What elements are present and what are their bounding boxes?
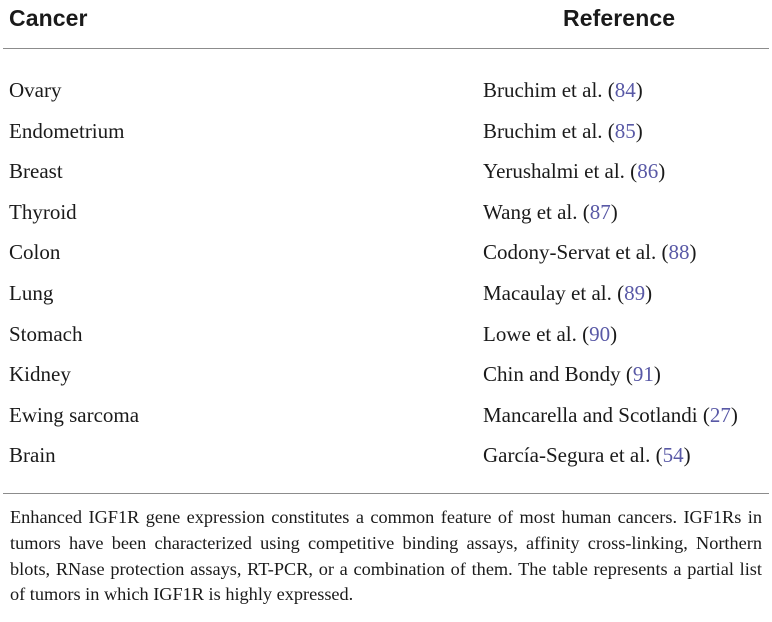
- reference-text: García-Segura et al. (: [483, 443, 663, 468]
- reference-text: Bruchim et al. (: [483, 78, 615, 102]
- reference-close: ): [683, 443, 691, 468]
- cancer-cell: Thyroid: [9, 199, 77, 224]
- column-header-cancer: Cancer: [9, 5, 88, 31]
- reference-cell: [483, 200, 618, 225]
- reference-cell: [483, 443, 691, 468]
- reference-text: Wang et al. (: [483, 199, 590, 224]
- cancer-cell: Lung: [9, 280, 54, 305]
- reference-text: Codony-Servat et al. (: [483, 240, 669, 265]
- reference-cell: [483, 78, 643, 103]
- reference-link[interactable]: 89: [624, 280, 646, 305]
- reference-cell: [483, 322, 617, 347]
- reference-link[interactable]: 88: [668, 240, 690, 265]
- table-row: [0, 119, 772, 160]
- cancer-cell: Breast: [9, 159, 63, 184]
- reference-text: Lowe et al. (: [483, 321, 590, 346]
- cancer-cell: Ewing sarcoma: [9, 402, 140, 427]
- reference-link[interactable]: 90: [589, 321, 611, 346]
- table-row: [0, 240, 772, 281]
- table-row: [0, 78, 772, 119]
- reference-text: Mancarella and Scotlandi (: [483, 402, 710, 427]
- cancer-cell: Ovary: [9, 78, 62, 102]
- table-row: [0, 281, 772, 322]
- reference-link[interactable]: 91: [632, 362, 654, 387]
- footnote-divider: [3, 493, 769, 494]
- cancer-cell: Kidney: [9, 362, 71, 387]
- reference-close: ): [645, 280, 653, 305]
- reference-link[interactable]: 54: [662, 443, 684, 468]
- reference-cell: [483, 159, 665, 184]
- reference-cell: [483, 240, 696, 265]
- reference-close: ): [635, 78, 643, 102]
- reference-close: ): [730, 402, 738, 427]
- reference-link[interactable]: 85: [614, 118, 636, 143]
- cancer-cell: Endometrium: [9, 118, 125, 143]
- reference-close: ): [653, 362, 661, 387]
- reference-close: ): [658, 159, 666, 184]
- table-footnote: Enhanced IGF1R gene expression constitutes a common feature of most human cancers. IGF1Rs in tumors have been characterized using competitive binding assays, affinity cross-linking, Northern blots, RNase protection assays, RT-PCR, or a combination of them. The table represents a partial list of tumors in which IGF1R is highly expressed.: [10, 507, 762, 605]
- reference-link[interactable]: 27: [709, 402, 731, 427]
- column-header-reference: Reference: [563, 5, 676, 31]
- reference-cell: [483, 403, 738, 428]
- cancer-cell: Stomach: [9, 321, 83, 346]
- reference-link[interactable]: 84: [614, 78, 636, 102]
- reference-text: Yerushalmi et al. (: [483, 159, 638, 184]
- table-body: [0, 78, 772, 484]
- table-row: [0, 403, 772, 444]
- reference-close: ): [689, 240, 697, 265]
- reference-link[interactable]: 86: [637, 159, 659, 184]
- table-row: [0, 322, 772, 363]
- table-row: [0, 200, 772, 241]
- reference-close: ): [610, 321, 618, 346]
- reference-cell: [483, 362, 661, 387]
- cancer-cell: Brain: [9, 443, 56, 468]
- reference-close: ): [610, 199, 618, 224]
- reference-text: Macaulay et al. (: [483, 280, 625, 305]
- reference-close: ): [635, 118, 643, 143]
- cancer-cell: Colon: [9, 240, 61, 265]
- table-header-row: [3, 0, 769, 49]
- reference-cell: [483, 119, 643, 144]
- reference-cell: [483, 281, 652, 306]
- table-row: [0, 443, 772, 484]
- reference-text: Chin and Bondy (: [483, 362, 633, 387]
- table-row: [0, 159, 772, 200]
- reference-link[interactable]: 87: [589, 199, 611, 224]
- table-row: [0, 362, 772, 403]
- reference-text: Bruchim et al. (: [483, 118, 615, 143]
